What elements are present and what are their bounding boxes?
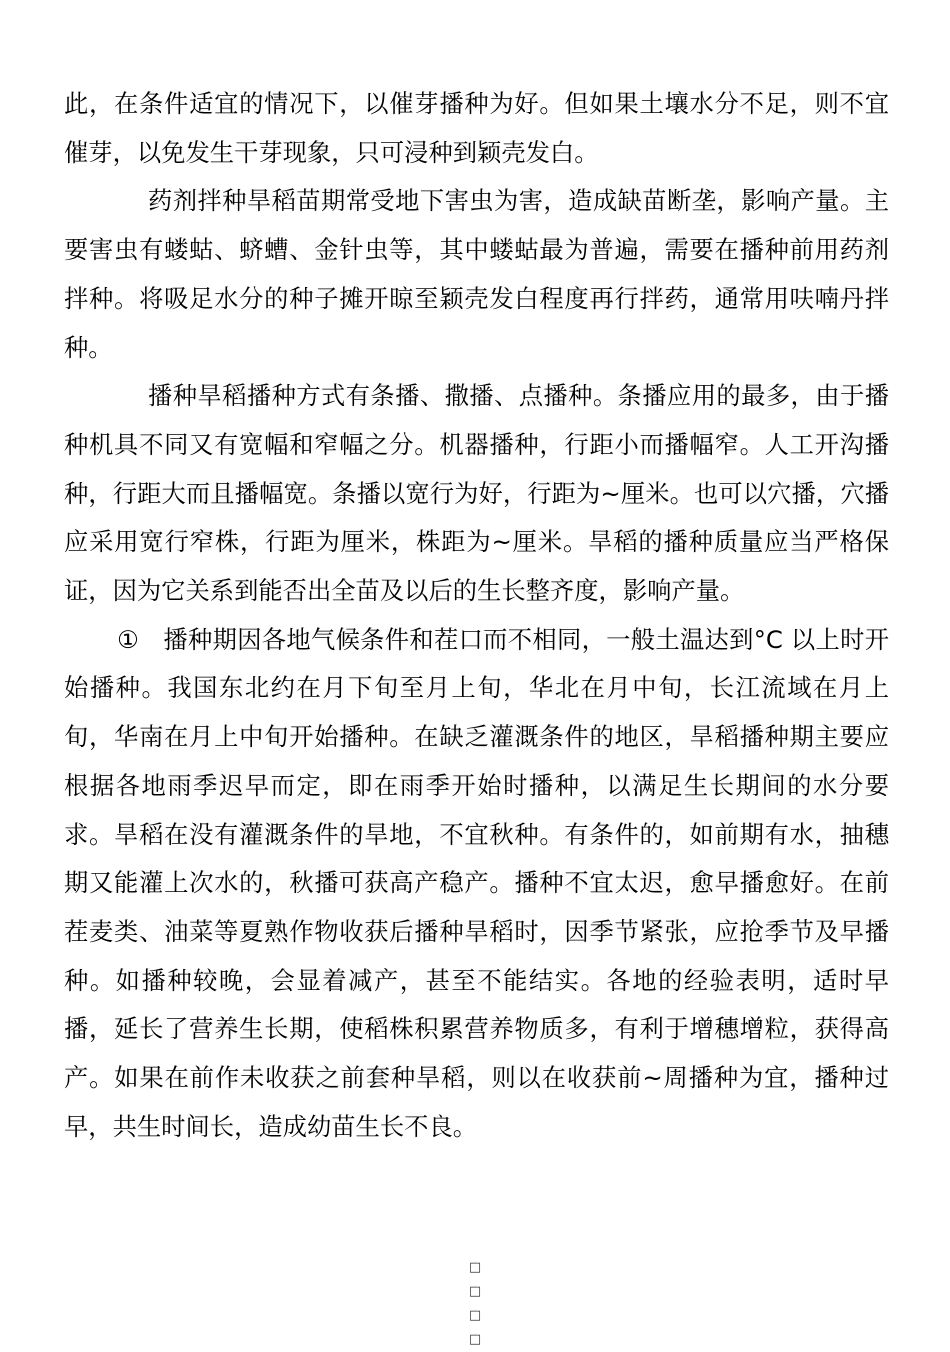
page-footer [0,1256,950,1352]
paragraph-continuation: 此，在条件适宜的情况下，以催芽播种为好。但如果土壤水分不足，则不宜催芽，以免发生干芽现象，只可浸种到颖壳发白。 [64,89,889,167]
footer-box-glyph: □ [468,1260,482,1275]
paragraph-seed-dressing: 药剂拌种旱稻苗期常受地下害虫为害，造成缺苗断垄，影响产量。主要害虫有蝼蛄、蛴螬、金针虫等，其中蝼蛄最为普遍，需要在播种前用药剂拌种。将吸足水分的种子摊开晾至颖壳发白程度再行拌药，通常用呋喃丹拌种。 [64,186,889,362]
footer-box-glyph: □ [468,1284,482,1299]
paragraph-sowing-methods: 播种旱稻播种方式有条播、撒播、点播种。条播应用的最多，由于播种机具不同又有宽幅和窄幅之分。机器播种，行距小而播幅窄。人工开沟播种，行距大而且播幅宽。条播以宽行为好，行距为~厘米。也可以穴播，穴播应采用宽行窄株，行距为厘米，株距为~厘米。旱稻的播种质量应当严格保证，因为它关系到能否出全苗及以后的生长整齐度，影响产量。 [64,381,889,606]
list-item-sowing-period [64,616,889,1152]
list-marker: ① [117,624,139,654]
document-page [64,80,889,1151]
footer-box-glyph: □ [468,1308,482,1323]
list-item-text: 播种期因各地气候条件和茬口而不相同，一般土温达到°C 以上时开始播种。我国东北约在月下旬至月上旬，华北在月中旬，长江流域在月上旬，华南在月上中旬开始播种。在缺乏灌溉条件的地区，旱稻播种期主要应根据各地雨季迟早而定，即在雨季开始时播种，以满足生长期间的水分要求。旱稻在没有灌溉条件的旱地，不宜秋种。有条件的，如前期有水，抽穗期又能灌上次水的，秋播可获高产稳产。播种不宜太迟，愈早播愈好。在前茬麦类、油菜等夏熟作物收获后播种旱稻时，因季节紧张，应抢季节及早播种。如播种较晚，会显着减产，甚至不能结实。各地的经验表明，适时早播，延长了营养生长期，使稻株积累营养物质多，有利于增穗增粒，获得高产。如果在前作未收获之前套种旱稻，则以在收获前~周播种为宜，播种过早，共生时间长，造成幼苗生长不良。 [64,624,889,1141]
footer-box-glyph: □ [468,1332,482,1347]
